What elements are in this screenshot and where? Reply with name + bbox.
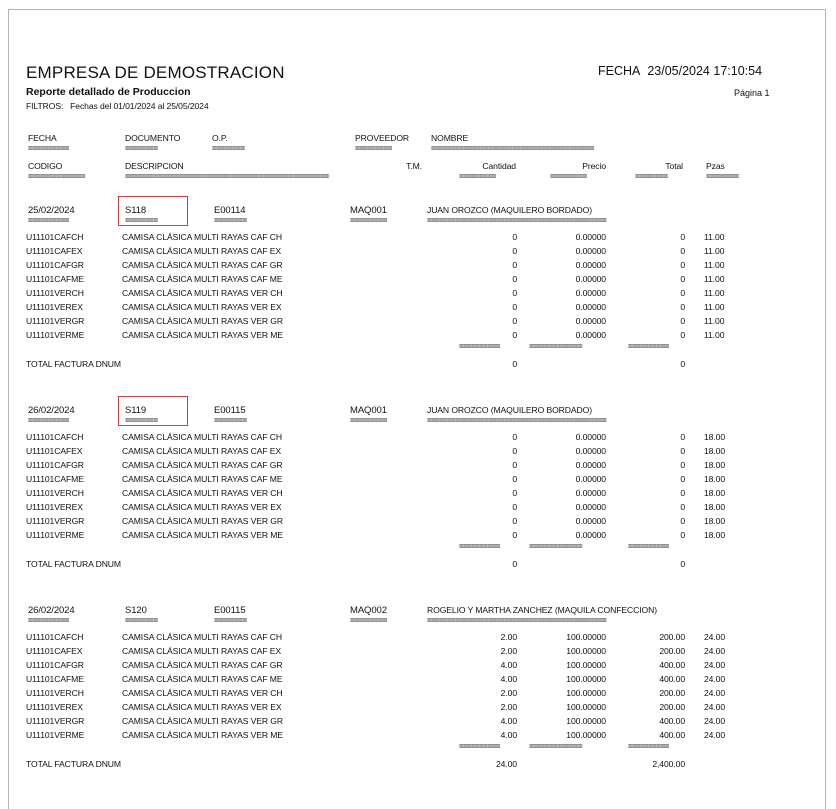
row-descripcion: CAMISA CLÁSICA MULTI RAYAS CAF ME bbox=[122, 474, 283, 484]
row-pzas: 11.00 bbox=[704, 246, 725, 256]
header-underline: ================================================== bbox=[125, 174, 329, 180]
row-descripcion: CAMISA CLÁSICA MULTI RAYAS VER EX bbox=[122, 502, 282, 512]
company-name: EMPRESA DE DEMOSTRACION bbox=[26, 63, 285, 82]
row-descripcion: CAMISA CLÁSICA MULTI RAYAS VER GR bbox=[122, 716, 283, 726]
total-total: 2,400.00 bbox=[652, 759, 685, 769]
section-underline: ========= bbox=[350, 218, 387, 224]
row-cantidad: 0 bbox=[512, 460, 517, 470]
row-cantidad: 4.00 bbox=[500, 730, 517, 740]
section-underline: ======== bbox=[214, 618, 247, 624]
section-underline: ======== bbox=[214, 218, 247, 224]
header-underline: ========= bbox=[550, 174, 587, 180]
row-codigo: U11101CAFME bbox=[26, 474, 84, 484]
row-codigo: U11101VERME bbox=[26, 530, 85, 540]
row-total: 0 bbox=[680, 460, 685, 470]
header-underline: ========= bbox=[459, 174, 496, 180]
row-total: 400.00 bbox=[659, 660, 685, 670]
total-factura-label: TOTAL FACTURA DNUM bbox=[26, 359, 121, 369]
row-precio: 100.00000 bbox=[566, 688, 606, 698]
header-underline: ======================================== bbox=[431, 146, 594, 152]
row-precio: 0.00000 bbox=[575, 232, 606, 242]
row-precio: 100.00000 bbox=[566, 646, 606, 656]
header-op: O.P. bbox=[212, 133, 228, 143]
row-pzas: 24.00 bbox=[704, 688, 726, 698]
report-title: Reporte detallado de Produccion bbox=[26, 86, 191, 98]
section-underline: ========== bbox=[28, 218, 69, 224]
section-documento: S118 bbox=[125, 205, 147, 216]
row-total: 0 bbox=[680, 432, 685, 442]
row-total: 0 bbox=[680, 488, 685, 498]
section-proveedor: MAQ001 bbox=[350, 205, 387, 216]
row-cantidad: 2.00 bbox=[500, 646, 517, 656]
row-descripcion: CAMISA CLÁSICA MULTI RAYAS VER CH bbox=[122, 288, 283, 298]
row-codigo: U11101CAFEX bbox=[26, 246, 83, 256]
row-cantidad: 0 bbox=[512, 488, 517, 498]
row-pzas: 11.00 bbox=[704, 274, 725, 284]
row-codigo: U11101VERME bbox=[26, 330, 85, 340]
header-descripcion: DESCRIPCION bbox=[125, 161, 184, 171]
section-nombre: ROGELIO Y MARTHA ZANCHEZ (MAQUILA CONFECCION) bbox=[427, 605, 657, 615]
section-nombre: JUAN OROZCO (MAQUILERO BORDADO) bbox=[427, 405, 592, 415]
row-total: 0 bbox=[680, 274, 685, 284]
row-cantidad: 2.00 bbox=[500, 632, 517, 642]
row-pzas: 18.00 bbox=[704, 460, 726, 470]
header-underline: ========== bbox=[28, 146, 69, 152]
row-precio: 100.00000 bbox=[566, 660, 606, 670]
row-precio: 0.00000 bbox=[575, 488, 606, 498]
row-total: 0 bbox=[680, 260, 685, 270]
row-total: 0 bbox=[680, 502, 685, 512]
section-documento: S120 bbox=[125, 605, 147, 616]
header-underline: ======== bbox=[125, 146, 158, 152]
section-underline: ======== bbox=[214, 418, 247, 424]
row-pzas: 11.00 bbox=[704, 316, 725, 326]
row-pzas: 18.00 bbox=[704, 488, 726, 498]
total-cantidad: 0 bbox=[512, 559, 517, 569]
totals-underline: ========== bbox=[628, 544, 669, 550]
row-cantidad: 0 bbox=[512, 232, 517, 242]
totals-underline: ========== bbox=[459, 744, 500, 750]
row-descripcion: CAMISA CLÁSICA MULTI RAYAS CAF GR bbox=[122, 660, 283, 670]
filters-label: FILTROS: bbox=[26, 101, 64, 111]
filters-value: Fechas del 01/01/2024 al 25/05/2024 bbox=[70, 101, 209, 111]
row-cantidad: 0 bbox=[512, 432, 517, 442]
row-precio: 100.00000 bbox=[566, 632, 606, 642]
row-descripcion: CAMISA CLÁSICA MULTI RAYAS VER EX bbox=[122, 302, 282, 312]
row-descripcion: CAMISA CLÁSICA MULTI RAYAS VER GR bbox=[122, 516, 283, 526]
row-descripcion: CAMISA CLÁSICA MULTI RAYAS VER EX bbox=[122, 702, 282, 712]
row-pzas: 24.00 bbox=[704, 730, 726, 740]
totals-underline: ========== bbox=[459, 344, 500, 350]
row-descripcion: CAMISA CLÁSICA MULTI RAYAS CAF GR bbox=[122, 260, 283, 270]
row-cantidad: 0 bbox=[512, 502, 517, 512]
row-descripcion: CAMISA CLÁSICA MULTI RAYAS CAF ME bbox=[122, 274, 283, 284]
row-pzas: 24.00 bbox=[704, 632, 726, 642]
row-precio: 0.00000 bbox=[575, 530, 606, 540]
header-pzas: Pzas bbox=[706, 161, 725, 171]
row-precio: 100.00000 bbox=[566, 674, 606, 684]
header-underline: ========= bbox=[355, 146, 392, 152]
row-precio: 0.00000 bbox=[575, 432, 606, 442]
section-fecha: 26/02/2024 bbox=[28, 605, 75, 616]
row-pzas: 24.00 bbox=[704, 646, 726, 656]
row-total: 0 bbox=[680, 474, 685, 484]
header-underline: ======== bbox=[706, 174, 739, 180]
row-pzas: 18.00 bbox=[704, 502, 726, 512]
row-codigo: U11101CAFEX bbox=[26, 646, 83, 656]
row-cantidad: 0 bbox=[512, 530, 517, 540]
header-documento: DOCUMENTO bbox=[125, 133, 181, 143]
row-pzas: 11.00 bbox=[704, 260, 725, 270]
row-pzas: 18.00 bbox=[704, 530, 726, 540]
header-underline: ======== bbox=[212, 146, 245, 152]
row-precio: 0.00000 bbox=[575, 246, 606, 256]
row-total: 0 bbox=[680, 288, 685, 298]
row-total: 200.00 bbox=[659, 646, 685, 656]
section-underline: ============================================ bbox=[427, 218, 607, 224]
row-codigo: U11101CAFCH bbox=[26, 632, 84, 642]
row-codigo: U11101VERCH bbox=[26, 688, 84, 698]
row-cantidad: 0 bbox=[512, 302, 517, 312]
row-descripcion: CAMISA CLÁSICA MULTI RAYAS VER CH bbox=[122, 488, 283, 498]
row-codigo: U11101VEREX bbox=[26, 502, 83, 512]
filters bbox=[26, 101, 209, 111]
row-cantidad: 0 bbox=[512, 516, 517, 526]
section-underline: ============================================ bbox=[427, 618, 607, 624]
row-codigo: U11101VERCH bbox=[26, 288, 84, 298]
row-descripcion: CAMISA CLÁSICA MULTI RAYAS CAF EX bbox=[122, 446, 282, 456]
row-cantidad: 0 bbox=[512, 446, 517, 456]
report-date bbox=[598, 64, 762, 78]
section-underline: ============================================ bbox=[427, 418, 607, 424]
row-precio: 0.00000 bbox=[575, 446, 606, 456]
total-factura-label: TOTAL FACTURA DNUM bbox=[26, 559, 121, 569]
row-pzas: 11.00 bbox=[704, 232, 725, 242]
row-precio: 0.00000 bbox=[575, 330, 606, 340]
row-precio: 100.00000 bbox=[566, 702, 606, 712]
totals-underline: ============= bbox=[529, 544, 582, 550]
section-underline: ======== bbox=[125, 418, 158, 424]
header-nombre: NOMBRE bbox=[431, 133, 469, 143]
row-total: 200.00 bbox=[659, 632, 685, 642]
row-precio: 0.00000 bbox=[575, 316, 606, 326]
row-descripcion: CAMISA CLÁSICA MULTI RAYAS CAF CH bbox=[122, 432, 283, 442]
total-total: 0 bbox=[680, 559, 685, 569]
row-total: 0 bbox=[680, 530, 685, 540]
row-descripcion: CAMISA CLÁSICA MULTI RAYAS CAF CH bbox=[122, 632, 283, 642]
row-codigo: U11101CAFME bbox=[26, 674, 84, 684]
row-cantidad: 0 bbox=[512, 274, 517, 284]
row-precio: 0.00000 bbox=[575, 274, 606, 284]
row-precio: 0.00000 bbox=[575, 460, 606, 470]
row-cantidad: 2.00 bbox=[500, 688, 517, 698]
header-total: Total bbox=[665, 161, 683, 171]
page-number: Página 1 bbox=[734, 88, 770, 98]
row-pzas: 18.00 bbox=[704, 474, 726, 484]
row-cantidad: 4.00 bbox=[500, 716, 517, 726]
row-codigo: U11101CAFGR bbox=[26, 460, 84, 470]
section-fecha: 25/02/2024 bbox=[28, 205, 75, 216]
header-proveedor: PROVEEDOR bbox=[355, 133, 410, 143]
section-underline: ========= bbox=[350, 618, 387, 624]
row-total: 0 bbox=[680, 302, 685, 312]
row-precio: 100.00000 bbox=[566, 716, 606, 726]
row-pzas: 24.00 bbox=[704, 716, 726, 726]
section-underline: ========= bbox=[350, 418, 387, 424]
row-total: 0 bbox=[680, 232, 685, 242]
document-highlight-box bbox=[118, 196, 188, 226]
header-precio: Precio bbox=[582, 161, 606, 171]
row-codigo: U11101CAFGR bbox=[26, 260, 84, 270]
row-descripcion: CAMISA CLÁSICA MULTI RAYAS VER CH bbox=[122, 688, 283, 698]
section-proveedor: MAQ002 bbox=[350, 605, 387, 616]
section-documento: S119 bbox=[125, 405, 147, 416]
total-factura-label: TOTAL FACTURA DNUM bbox=[26, 759, 121, 769]
row-total: 0 bbox=[680, 330, 685, 340]
row-precio: 100.00000 bbox=[566, 730, 606, 740]
row-precio: 0.00000 bbox=[575, 288, 606, 298]
header-codigo: CODIGO bbox=[28, 161, 63, 171]
row-total: 400.00 bbox=[659, 716, 685, 726]
header-underline: ============== bbox=[28, 174, 86, 180]
row-total: 200.00 bbox=[659, 688, 685, 698]
total-total: 0 bbox=[680, 359, 685, 369]
section-op: E00114 bbox=[214, 205, 246, 216]
row-pzas: 11.00 bbox=[704, 288, 725, 298]
report-date-label: FECHA bbox=[598, 64, 641, 78]
header-underline: ======== bbox=[635, 174, 668, 180]
section-proveedor: MAQ001 bbox=[350, 405, 387, 416]
row-codigo: U11101VERGR bbox=[26, 716, 85, 726]
report-date-value: 23/05/2024 17:10:54 bbox=[647, 64, 763, 78]
row-total: 0 bbox=[680, 246, 685, 256]
row-descripcion: CAMISA CLÁSICA MULTI RAYAS VER ME bbox=[122, 330, 283, 340]
row-precio: 0.00000 bbox=[575, 502, 606, 512]
row-descripcion: CAMISA CLÁSICA MULTI RAYAS CAF ME bbox=[122, 674, 283, 684]
section-underline: ========== bbox=[28, 618, 69, 624]
header-fecha: FECHA bbox=[28, 133, 57, 143]
row-total: 200.00 bbox=[659, 702, 685, 712]
row-codigo: U11101VEREX bbox=[26, 302, 83, 312]
row-cantidad: 2.00 bbox=[500, 702, 517, 712]
totals-underline: ============= bbox=[529, 744, 582, 750]
totals-underline: ========== bbox=[459, 544, 500, 550]
section-op: E00115 bbox=[214, 405, 246, 416]
row-codigo: U11101CAFCH bbox=[26, 232, 84, 242]
section-nombre: JUAN OROZCO (MAQUILERO BORDADO) bbox=[427, 205, 592, 215]
row-cantidad: 0 bbox=[512, 474, 517, 484]
totals-underline: ============= bbox=[529, 344, 582, 350]
row-descripcion: CAMISA CLÁSICA MULTI RAYAS VER ME bbox=[122, 530, 283, 540]
row-descripcion: CAMISA CLÁSICA MULTI RAYAS CAF EX bbox=[122, 646, 282, 656]
totals-underline: ========== bbox=[628, 744, 669, 750]
row-pzas: 24.00 bbox=[704, 660, 726, 670]
row-pzas: 24.00 bbox=[704, 702, 726, 712]
row-pzas: 24.00 bbox=[704, 674, 726, 684]
row-total: 0 bbox=[680, 446, 685, 456]
header-cantidad: Cantidad bbox=[482, 161, 516, 171]
row-codigo: U11101VEREX bbox=[26, 702, 83, 712]
row-total: 0 bbox=[680, 516, 685, 526]
row-pzas: 18.00 bbox=[704, 516, 726, 526]
row-codigo: U11101CAFGR bbox=[26, 660, 84, 670]
row-cantidad: 4.00 bbox=[500, 674, 517, 684]
row-cantidad: 0 bbox=[512, 246, 517, 256]
row-codigo: U11101VERCH bbox=[26, 488, 84, 498]
row-descripcion: CAMISA CLÁSICA MULTI RAYAS CAF EX bbox=[122, 246, 282, 256]
row-pzas: 18.00 bbox=[704, 446, 726, 456]
section-underline: ========== bbox=[28, 418, 69, 424]
row-cantidad: 4.00 bbox=[500, 660, 517, 670]
row-precio: 0.00000 bbox=[575, 260, 606, 270]
row-codigo: U11101CAFME bbox=[26, 274, 84, 284]
totals-underline: ========== bbox=[628, 344, 669, 350]
row-codigo: U11101CAFCH bbox=[26, 432, 84, 442]
row-descripcion: CAMISA CLÁSICA MULTI RAYAS CAF CH bbox=[122, 232, 283, 242]
row-pzas: 11.00 bbox=[704, 302, 725, 312]
row-codigo: U11101CAFEX bbox=[26, 446, 83, 456]
section-op: E00115 bbox=[214, 605, 246, 616]
total-cantidad: 0 bbox=[512, 359, 517, 369]
row-codigo: U11101VERGR bbox=[26, 316, 85, 326]
total-cantidad: 24.00 bbox=[495, 759, 517, 769]
row-total: 0 bbox=[680, 316, 685, 326]
row-pzas: 11.00 bbox=[704, 330, 725, 340]
row-cantidad: 0 bbox=[512, 260, 517, 270]
row-precio: 0.00000 bbox=[575, 302, 606, 312]
section-underline: ======== bbox=[125, 618, 158, 624]
row-cantidad: 0 bbox=[512, 316, 517, 326]
row-total: 400.00 bbox=[659, 674, 685, 684]
section-underline: ======== bbox=[125, 218, 158, 224]
row-pzas: 18.00 bbox=[704, 432, 726, 442]
section-fecha: 26/02/2024 bbox=[28, 405, 75, 416]
row-descripcion: CAMISA CLÁSICA MULTI RAYAS VER GR bbox=[122, 316, 283, 326]
document-highlight-box bbox=[118, 396, 188, 426]
row-precio: 0.00000 bbox=[575, 474, 606, 484]
row-descripcion: CAMISA CLÁSICA MULTI RAYAS CAF GR bbox=[122, 460, 283, 470]
row-total: 400.00 bbox=[659, 730, 685, 740]
row-cantidad: 0 bbox=[512, 288, 517, 298]
row-cantidad: 0 bbox=[512, 330, 517, 340]
row-precio: 0.00000 bbox=[575, 516, 606, 526]
header-tm: T.M. bbox=[406, 161, 422, 171]
row-codigo: U11101VERGR bbox=[26, 516, 85, 526]
row-descripcion: CAMISA CLÁSICA MULTI RAYAS VER ME bbox=[122, 730, 283, 740]
row-codigo: U11101VERME bbox=[26, 730, 85, 740]
